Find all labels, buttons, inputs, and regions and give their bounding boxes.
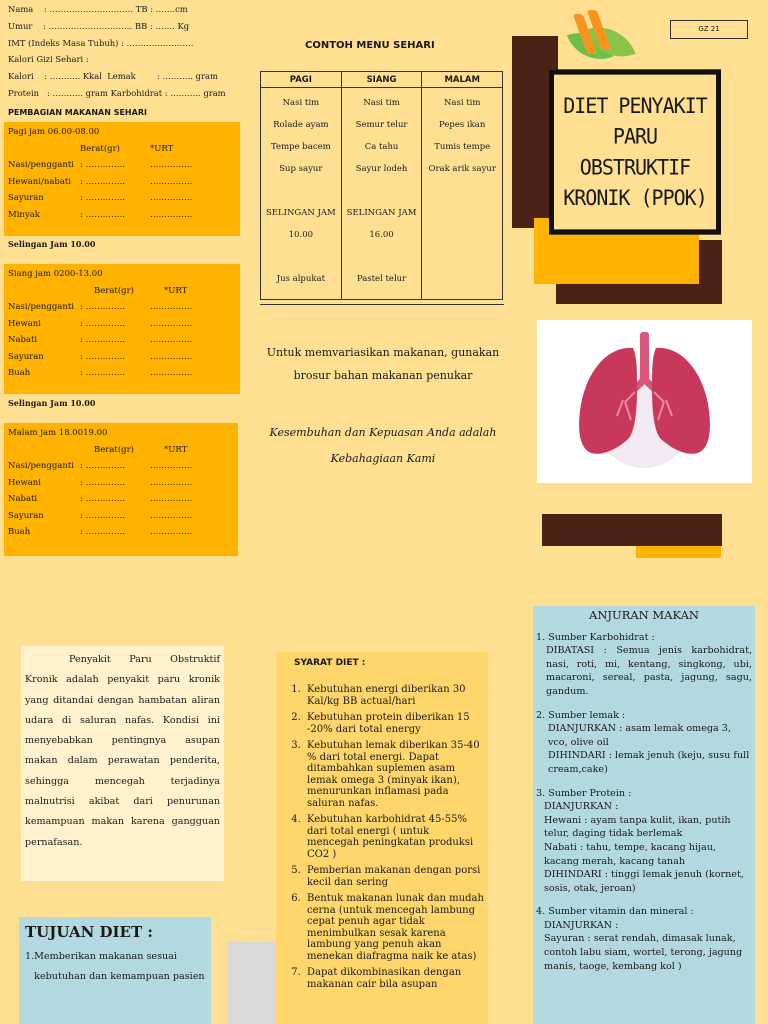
form-kalori: Kalori : ……….. Kkal Lemak : ……….. gram bbox=[8, 71, 218, 82]
siang-row bbox=[8, 316, 236, 333]
pembagian-title: PEMBAGIAN MAKANAN SEHARI bbox=[8, 108, 147, 117]
menu-title: CONTOH MENU SEHARI bbox=[305, 40, 435, 51]
menu-col-malam bbox=[422, 88, 503, 300]
menu-item-siang: 16.00 bbox=[369, 230, 394, 240]
siang-row-urt: …………… bbox=[150, 335, 193, 345]
pagi-row-berat: : ………….. bbox=[80, 193, 125, 203]
syarat-item: 3. Kebutuhan lemak diberikan 35-40 % dari total energi. Dapat ditambahkan suplemen asam lemak omega 3 (minyak ikan), menurunkan inflamasi pada saluran nafas. bbox=[304, 740, 484, 809]
variasi-note bbox=[258, 341, 508, 387]
siang-row-urt: …………… bbox=[150, 302, 193, 312]
menu-item-siang: Ca tahu bbox=[364, 142, 399, 152]
malam-row bbox=[8, 524, 234, 541]
anjuran-vitamin-title: 4. Sumber vitamin dan mineral : bbox=[536, 906, 694, 918]
variasi-line-1: Untuk memvariasikan makanan, gunakan bbox=[266, 346, 500, 359]
malam-row-urt: …………… bbox=[150, 461, 193, 471]
menu-item-pagi: 10.00 bbox=[288, 230, 314, 240]
anjuran-box bbox=[533, 606, 755, 1024]
patient-form bbox=[8, 1, 226, 102]
decor-gray-bar bbox=[227, 942, 276, 1024]
siang-row-label: Buah bbox=[8, 368, 31, 378]
pagi-row-urt: …………… bbox=[150, 176, 193, 187]
pagi-row-label: Nasi/pengganti bbox=[8, 160, 74, 170]
brochure-inside-page bbox=[0, 594, 768, 1024]
anjuran-vitamin-anjur: DIANJURKAN : bbox=[544, 919, 619, 931]
siang-row-urt: …………… bbox=[150, 351, 193, 362]
malam-row bbox=[8, 458, 234, 475]
pagi-box bbox=[4, 122, 240, 236]
pagi-row-berat: : ………….. bbox=[80, 176, 125, 187]
form-protein: Protein : ……….. gram Karbohidrat : ……….. gram bbox=[8, 87, 226, 98]
menu-item-siang: Semur telur bbox=[355, 120, 408, 130]
siang-row-label: Hewani bbox=[8, 318, 41, 329]
menu-col-siang bbox=[341, 88, 422, 300]
menu-item-siang: SELINGAN JAM bbox=[346, 208, 417, 218]
menu-item-pagi: Jus alpukat bbox=[276, 274, 325, 284]
malam-row-berat: : ………….. bbox=[80, 494, 125, 504]
anjuran-lemak-hindar: DIHINDARI : lemak jenuh (keju, susu full cream,cake) bbox=[548, 750, 750, 775]
menu-item-malam: Pepes ikan bbox=[439, 120, 486, 130]
syarat-list bbox=[284, 684, 484, 990]
hospital-logo bbox=[566, 10, 644, 66]
anjuran-protein-nabati: Nabati : tahu, tempe, kacang hijau, kacang merah, kacang tanah bbox=[544, 841, 716, 867]
intro-text: Penyakit Paru Obstruktif Kronik adalah penyakit paru kronik yang ditandai dengan hambatan aliran udara di saluran nafas. Kondisi ini menyebabkan pentingnya asupan makan dalam perawatan penderita, sehingga mencegah terjadinya malnutrisi akibat dari penurunan kemampuan makan karena gangguan pernafasan. bbox=[25, 654, 220, 848]
pagi-row bbox=[8, 207, 236, 224]
malam-row-berat: : ………….. bbox=[80, 477, 125, 488]
syarat-item: 2. Kebutuhan protein diberikan 15 -20% dari total energy bbox=[304, 712, 484, 735]
pagi-row-berat: : ………….. bbox=[80, 160, 125, 170]
malam-col-urt: *URT bbox=[164, 444, 188, 455]
menu-item-siang: Sayur lodeh bbox=[355, 164, 408, 174]
siang-row bbox=[8, 332, 236, 349]
lung-illustration bbox=[537, 320, 752, 483]
siang-box bbox=[4, 264, 240, 394]
selingan-1: Selingan Jam 10.00 bbox=[8, 239, 96, 249]
menu-item-pagi: Nasi tim bbox=[282, 98, 320, 108]
menu-item-siang: Pastel telur bbox=[356, 274, 407, 284]
siang-col-urt: *URT bbox=[164, 285, 188, 296]
pagi-col-berat: Berat(gr) bbox=[80, 143, 120, 154]
malam-row-berat: : ………….. bbox=[80, 461, 125, 471]
form-kalori-gizi: Kalori Gizi Sehari : bbox=[8, 54, 89, 65]
menu-item-pagi: SELINGAN JAM bbox=[265, 208, 336, 218]
menu-item-pagi bbox=[261, 246, 341, 268]
siang-row-berat: : ………….. bbox=[80, 368, 125, 378]
tujuan-title: TUJUAN DIET : bbox=[25, 923, 153, 941]
cover-title-line-2: PARU bbox=[612, 123, 658, 149]
syarat-title: SYARAT DIET : bbox=[294, 658, 366, 668]
anjuran-title: ANJURAN MAKAN bbox=[589, 608, 699, 622]
variasi-line-2: brosur bahan makanan penukar bbox=[293, 369, 473, 382]
pagi-row bbox=[8, 157, 236, 174]
malam-row bbox=[8, 508, 234, 525]
syarat-box bbox=[276, 652, 488, 1024]
malam-row-label: Buah bbox=[8, 527, 31, 537]
syarat-item: 4. Kebutuhan karbohidrat 45-55% dari total energi ( untuk mencegah peningkatan produksi CO2 ) bbox=[304, 814, 484, 860]
anjuran-protein-anjur: DIANJURKAN : bbox=[544, 801, 619, 813]
syarat-item: 6. Bentuk makanan lunak dan mudah cerna (untuk mencegah lambung cepat penuh agar tidak menimbulkan sesak karena lambung yang penuh akan menekan diafragma naik ke atas) bbox=[304, 893, 484, 962]
intro-box bbox=[21, 646, 224, 881]
anjuran-karbo-title: 1. Sumber Karbohidrat : bbox=[536, 631, 655, 643]
malam-row-berat: : ………….. bbox=[80, 510, 125, 521]
anjuran-protein-hindar: DIHINDARI : tinggi lemak jenuh (kornet, sosis, otak, jeroan) bbox=[544, 869, 744, 894]
siang-row-label: Nabati bbox=[8, 335, 38, 345]
pagi-row bbox=[8, 190, 236, 207]
pagi-row-urt: …………… bbox=[150, 209, 193, 220]
cover-title bbox=[549, 69, 721, 234]
siang-row bbox=[8, 299, 236, 316]
menu-item-siang: Nasi tim bbox=[363, 98, 400, 108]
decor-brown-bar-3 bbox=[542, 514, 722, 546]
form-imt: IMT (Indeks Masa Tubuh) : …………………… bbox=[8, 37, 194, 48]
cover-title-line-1: DIET PENYAKIT bbox=[563, 92, 707, 119]
siang-row-berat: : ………….. bbox=[80, 351, 125, 362]
malam-row-label: Nabati bbox=[8, 494, 38, 504]
selingan-2: Selingan Jam 10.00 bbox=[8, 398, 96, 408]
malam-row bbox=[8, 491, 234, 508]
menu-header-malam: MALAM bbox=[422, 72, 503, 88]
siang-row bbox=[8, 349, 236, 366]
pagi-row-urt: …………… bbox=[150, 193, 193, 203]
malam-row-label: Sayuran bbox=[8, 510, 44, 521]
siang-row-label: Sayuran bbox=[8, 351, 44, 362]
motto bbox=[258, 420, 508, 472]
motto-line-1: Kesembuhan dan Kepuasan Anda adalah bbox=[269, 426, 497, 439]
syarat-item: 5. Pemberian makanan dengan porsi kecil dan sering bbox=[304, 865, 484, 888]
pagi-header: Pagi jam 06.00-08.00 bbox=[8, 127, 100, 137]
siang-header: Siang jam 0200-13.00 bbox=[8, 269, 103, 279]
tujuan-box bbox=[19, 917, 211, 1024]
pagi-col-urt: *URT bbox=[150, 143, 174, 154]
malam-row bbox=[8, 475, 234, 492]
menu-header-siang: SIANG bbox=[341, 72, 422, 88]
siang-row-urt: …………… bbox=[150, 368, 193, 378]
pagi-row-berat: : ………….. bbox=[80, 209, 125, 220]
form-nama: Nama : ………………………… TB : …….cm bbox=[8, 4, 188, 14]
syarat-item: 1. Kebutuhan energi diberikan 30 Kal/kg BB actual/hari bbox=[304, 684, 484, 707]
menu-item-siang bbox=[342, 180, 422, 202]
menu-item-pagi bbox=[261, 180, 341, 202]
tujuan-item-1: 1. Memberikan makanan sesuai kebutuhan dan kemampuan pasien bbox=[25, 947, 205, 987]
cover-title-line-3: OBSTRUKTIF bbox=[579, 154, 691, 180]
menu-item-malam: Tumis tempe bbox=[434, 142, 491, 152]
siang-col-berat: Berat(gr) bbox=[94, 285, 134, 296]
anjuran-lemak-anjur: DIANJURKAN : asam lemak omega 3, vco, olive oil bbox=[548, 723, 731, 748]
anjuran-vitamin-sayur: Sayuran : serat rendah, dimasak lunak, contoh labu siam, wortel, terong, jagung manis, taoge, kembang kol ) bbox=[544, 933, 743, 972]
siang-row bbox=[8, 365, 236, 382]
code-box: GZ 21 bbox=[670, 20, 748, 39]
pagi-row-label: Hewani/nabati bbox=[8, 176, 72, 187]
siang-row-urt: …………… bbox=[150, 318, 193, 329]
anjuran-protein-title: 3. Sumber Protein : bbox=[536, 787, 632, 799]
pagi-row bbox=[8, 174, 236, 191]
anjuran-lemak-title: 2. Sumber lemak : bbox=[536, 709, 626, 721]
anjuran-protein-hewani: Hewani : ayam tanpa kulit, ikan, putih telur, daging tidak berlemak bbox=[544, 814, 731, 840]
malam-row-label: Nasi/pengganti bbox=[8, 461, 74, 471]
malam-row-urt: …………… bbox=[150, 477, 193, 488]
pagi-row-urt: …………… bbox=[150, 160, 193, 170]
siang-row-berat: : ………….. bbox=[80, 318, 125, 329]
menu-item-malam: Orak arik sayur bbox=[428, 164, 496, 174]
lungs-icon bbox=[537, 320, 752, 483]
tujuan-item-1-text: Memberikan makanan sesuai kebutuhan dan kemampuan pasien bbox=[34, 951, 205, 982]
menu-item-malam: Nasi tim bbox=[443, 98, 481, 108]
malam-row-urt: …………… bbox=[150, 494, 193, 504]
anjuran-karbo-text: DIBATASI : Semua jenis karbohidrat, nasi, roti, mi, kentang, singkong, ubi, macaroni, sereal, pasta, jagung, sagu, gandum. bbox=[546, 645, 752, 697]
siang-row-berat: : ………….. bbox=[80, 302, 125, 312]
menu-table bbox=[260, 71, 503, 300]
menu-header-pagi: PAGI bbox=[261, 72, 342, 88]
malam-row-urt: …………… bbox=[150, 510, 193, 521]
siang-row-berat: : ………….. bbox=[80, 335, 125, 345]
menu-col-pagi bbox=[261, 88, 342, 300]
malam-header: Malam jam 18.0019.00 bbox=[8, 428, 108, 438]
menu-item-pagi: Rolade ayam bbox=[273, 120, 329, 130]
malam-row-berat: : ………….. bbox=[80, 527, 125, 537]
menu-item-siang bbox=[342, 246, 422, 268]
malam-col-berat: Berat(gr) bbox=[94, 444, 134, 455]
form-umur: Umur : ………………………… BB : ……. Kg bbox=[8, 20, 190, 31]
siang-row-label: Nasi/pengganti bbox=[8, 302, 74, 312]
menu-item-pagi: Tempe bacem bbox=[271, 142, 331, 152]
pagi-row-label: Minyak bbox=[8, 209, 40, 220]
motto-line-2: Kebahagiaan Kami bbox=[330, 452, 436, 465]
malam-row-urt: …………… bbox=[150, 527, 193, 537]
pagi-row-label: Sayuran bbox=[8, 193, 44, 203]
menu-item-pagi: Sup sayur bbox=[279, 164, 323, 174]
malam-row-label: Hewani bbox=[8, 477, 41, 488]
syarat-item: 7. Dapat dikombinasikan dengan makanan cair bila asupan bbox=[304, 967, 484, 990]
malam-box bbox=[4, 423, 238, 556]
cover-title-line-4: KRONIK (PPOK) bbox=[563, 184, 707, 211]
